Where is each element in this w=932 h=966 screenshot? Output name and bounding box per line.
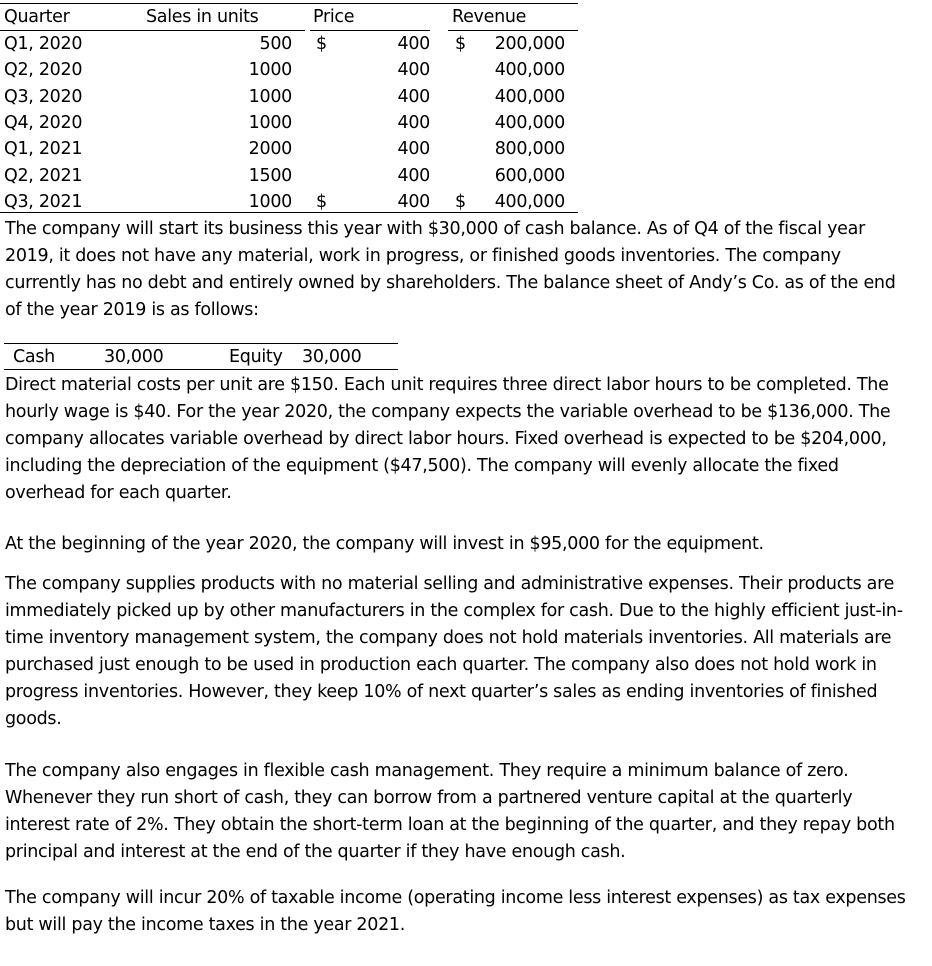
cell-price: 400 (397, 34, 430, 54)
table-bottom-rule (0, 212, 578, 213)
header-quarter: Quarter (4, 7, 70, 27)
cell-sales: 1500 (248, 165, 292, 186)
cash-paragraph: The company also engages in flexible cash management. They require a minimum balance of zero. Whenever they run short of cash, they can borrow from a partnered venture capital at the quarterly interest rate of 2%. They obtain the short-term loan at the beginning of the quarter, and they repay both principal and interest at the end of the quarter if they have enough cash. (5, 761, 895, 862)
header-rule-1 (0, 30, 305, 31)
cell-revenue: 400,000 (494, 112, 565, 133)
balance-sheet-top-rule (4, 343, 398, 344)
balance-sheet-equity-value: 30,000 (302, 347, 362, 367)
balance-sheet-cash-value: 30,000 (104, 347, 164, 367)
cell-revenue: 600,000 (494, 165, 565, 186)
costs-paragraph: Direct material costs per unit are $150. Each unit requires three direct labor hours to be completed. The hourly wage is $40. For the year 2020, the company expects the variable overhead to be $136,000. The company allocates variable overhead by direct labor hours. Fixed overhead is expected to be $204,000, including the depreciation of the equipment ($47,500). The company will evenly allocate the fixed overhead for each quarter. (5, 375, 891, 503)
cell-sales: 1000 (248, 191, 292, 212)
header-sales: Sales in units (146, 7, 259, 27)
cell-revenue: 400,000 (494, 86, 565, 107)
cell-sales: 500 (259, 34, 292, 54)
balance-sheet-equity-label: Equity (229, 347, 283, 367)
header-revenue: Revenue (452, 7, 527, 27)
balance-sheet-cash-label: Cash (13, 347, 55, 367)
cell-sales: 1000 (248, 112, 292, 133)
cell-revenue: 800,000 (494, 139, 565, 160)
table-top-rule (0, 3, 578, 4)
cell-price: 400 (397, 165, 430, 186)
cell-sales: 2000 (248, 139, 292, 160)
cell-quarter: Q4, 2020 (4, 112, 83, 133)
cell-quarter: Q2, 2020 (4, 60, 83, 81)
cell-sales: 1000 (248, 60, 292, 81)
balance-sheet-bottom-rule (4, 369, 398, 370)
header-rule-2 (310, 30, 430, 31)
cell-price: 400 (397, 86, 430, 107)
cell-sales: 1000 (248, 86, 292, 107)
supplies-paragraph: The company supplies products with no material selling and administrative expenses. Their products are immediately picked up by other manufacturers in the complex for cash. Due to the highly efficient just-in-time inventory management system, the company does not hold materials inventories. All materials are purchased just enough to be used in production each quarter. The company also does not hold work in progress inventories. However, they keep 10% of next quarter’s sales as ending inventories of finished goods. (5, 574, 903, 729)
cell-quarter: Q1, 2020 (4, 34, 83, 54)
cell-price: 400 (397, 139, 430, 160)
cell-quarter: Q2, 2021 (4, 165, 83, 186)
tax-paragraph: The company will incur 20% of taxable income (operating income less interest expenses) as tax expenses but will pay the income taxes in the year 2021. (5, 888, 906, 935)
cell-quarter: Q3, 2020 (4, 86, 83, 107)
cell-price: 400 (397, 112, 430, 133)
cell-revenue: 400,000 (494, 60, 565, 81)
cell-price: 400 (397, 191, 430, 212)
cell-revenue-symbol: $ (455, 191, 466, 212)
equipment-paragraph: At the beginning of the year 2020, the company will invest in $95,000 for the equipment. (5, 534, 764, 554)
cell-revenue: 200,000 (494, 34, 565, 54)
cell-revenue-symbol: $ (455, 34, 466, 54)
cell-price-symbol: $ (316, 34, 327, 54)
header-price: Price (313, 7, 355, 27)
cell-revenue: 400,000 (494, 191, 565, 212)
cell-quarter: Q3, 2021 (4, 191, 83, 212)
cell-price-symbol: $ (316, 191, 327, 212)
cell-price: 400 (397, 60, 430, 81)
header-rule-3 (448, 30, 578, 31)
intro-paragraph: The company will start its business this year with $30,000 of cash balance. As of Q4 of the fiscal year 2019, it does not have any material, work in progress, or finished goods inventories. The company currently has no debt and entirely owned by shareholders. The balance sheet of Andy’s Co. as of the end of the year 2019 is as follows: (5, 219, 896, 320)
cell-quarter: Q1, 2021 (4, 139, 83, 160)
